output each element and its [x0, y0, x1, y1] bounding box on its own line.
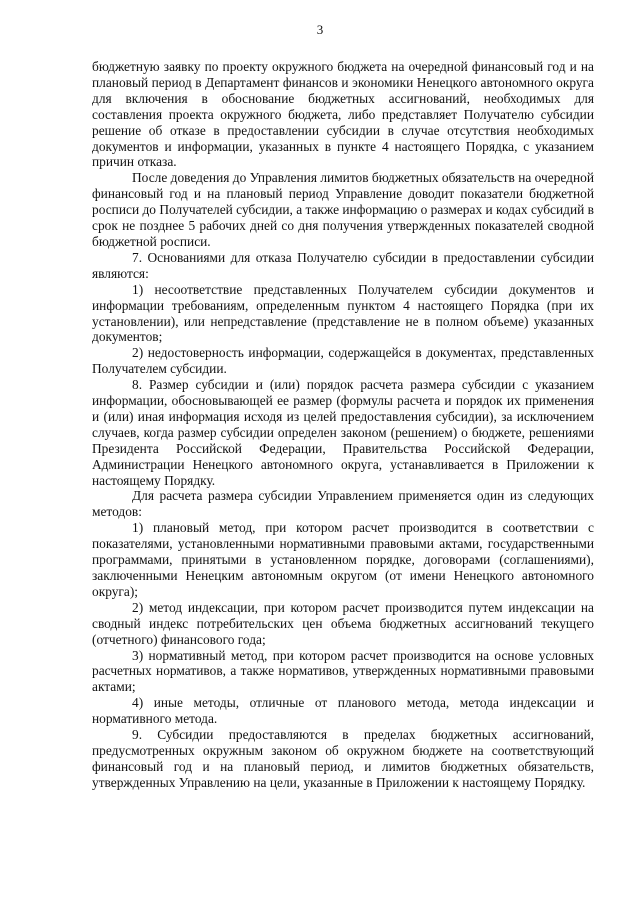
paragraph-clause-8: 8. Размер субсидии и (или) порядок расчета размера субсидии с указанием информации, обосновывающей ее размер (формулы расчета и порядок их применения и (или) иная информация исходя из целей предоставления субсидии), за исключением случаев, когда размер субсидии определен законом (решением) о бюджете, решениями Президента Российской Федерации, Правительства Российской Федерации, Администрации Ненецкого автономного округа, устанавливается в Приложении к настоящему Порядку. [92, 377, 594, 488]
paragraph-method-2: 2) метод индексации, при котором расчет производится путем индексации на сводный индекс потребительских цен объема бюджетных ассигнований текущего (отчетного) финансового года; [92, 599, 594, 647]
paragraph-continuation: бюджетную заявку по проекту окружного бюджета на очередной финансовый год и на плановый период в Департамент финансов и экономики Ненецкого автономного округа для включения в обоснование бюджетных ассигнований, необходимых для составления проекта окружного бюджета, либо представляет Получателю субсидии решение об отказе в предоставлении субсидии в случае отсутствия необходимых документов и информации, указанных в пункте 4 настоящего Порядка, с указанием причин отказа. [92, 59, 594, 170]
paragraph-method-1: 1) плановый метод, при котором расчет производится в соответствии с показателями, установленными нормативными правовыми актами, государственными программами, принятыми в установленном порядке, договорами (соглашениями), заключенными Ненецким автономным округом (от имени Ненецкого автономного округа); [92, 520, 594, 599]
paragraph-calculation-methods: Для расчета размера субсидии Управлением применяется один из следующих методов: [92, 488, 594, 520]
paragraph-clause-7-item-2: 2) недостоверность информации, содержащейся в документах, представленных Получателем субсидии. [92, 345, 594, 377]
paragraph-budget-limits: После доведения до Управления лимитов бюджетных обязательств на очередной финансовый год и на плановый период Управление доводит показатели бюджетной росписи до Получателей субсидии, а также информацию о размерах и кодах субсидий в срок не позднее 5 рабочих дней со дня получения утвержденных показателей сводной бюджетной росписи. [92, 170, 594, 249]
paragraph-method-3: 3) нормативный метод, при котором расчет производится на основе условных расчетных нормативов, а также нормативов, утвержденных нормативными правовыми актами; [92, 647, 594, 695]
paragraph-clause-7-item-1: 1) несоответствие представленных Получателем субсидии документов и информации требованиям, определенным пунктом 4 настоящего Порядка (при их установлении), или непредставление (представление не в полном объеме) указанных документов; [92, 281, 594, 345]
page-number: 3 [316, 22, 324, 37]
paragraph-method-4: 4) иные методы, отличные от планового метода, метода индексации и нормативного метода. [92, 695, 594, 727]
paragraph-clause-9: 9. Субсидии предоставляются в пределах бюджетных ассигнований, предусмотренных окружным законом об окружном бюджете на соответствующий финансовый год и на плановый период, и лимитов бюджетных обязательств, утвержденных Управлению на цели, указанные в Приложении к настоящему Порядку. [92, 727, 594, 790]
paragraph-clause-7: 7. Основаниями для отказа Получателю субсидии в предоставлении субсидии являются: [92, 249, 594, 281]
document-body [92, 59, 594, 791]
